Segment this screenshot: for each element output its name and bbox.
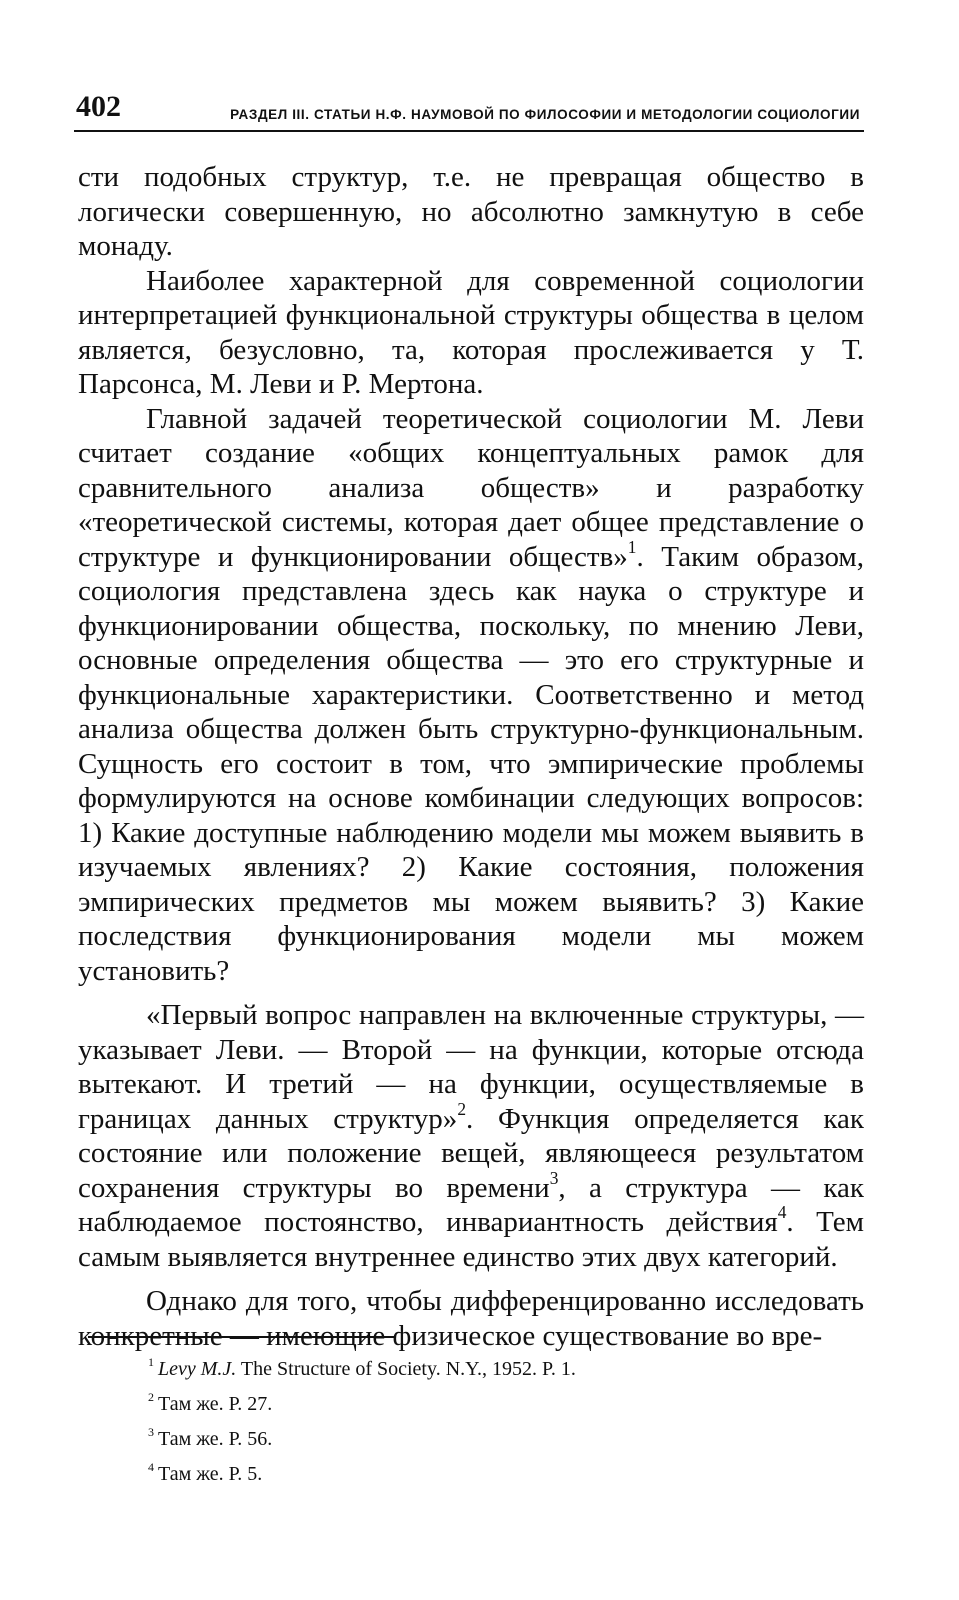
footnote-ref-2: 2	[457, 1098, 467, 1119]
footnotes	[148, 1352, 848, 1492]
footnote-ref-3: 3	[549, 1167, 559, 1188]
footnote-2: $^2$ Там же. Р. 27.	[148, 1390, 273, 1415]
paragraph-5: Однако для того, чтобы дифференцированно исследовать конкретные — имеющие физическое существование во вре-	[78, 1285, 864, 1352]
footnote-4: $^4$ Там же. Р. 5.	[148, 1460, 263, 1485]
paragraph-2: Наиболее характерной для современной социологии интерпретацией функциональной структуры общества в целом является, безусловно, та, которая прослеживается у Т. Парсонса, М. Леви и Р. Мертона.	[78, 264, 864, 400]
running-title: РАЗДЕЛ III. СТАТЬИ Н.Ф. НАУМОВОЙ ПО ФИЛОСОФИИ И МЕТОДОЛОГИИ СОЦИОЛОГИИ	[230, 107, 860, 122]
footnote-1: $^1$ Levy M.J. The Structure of Society. N.Y., 1952. P. 1.	[148, 1355, 576, 1380]
footnote-divider	[88, 1336, 394, 1338]
main-text	[78, 160, 864, 1353]
page-number: 402	[76, 90, 121, 123]
footnote-ref-1: 1	[627, 536, 637, 557]
footnote-ref-4: 4	[777, 1202, 787, 1223]
paragraph-4: «Первый вопрос направлен на включенные структуры, — указывает Леви. — Второй — на функции, которые отсюда вытекают. И третий — на функции, осуществляемые в границах данных структур»$^2$. Функция определяется как состояние или положение вещей, являющееся результатом сохранения структуры во времени$^3$, а структура — как наблюдаемое постоянство, инвариантность действия$^4$. Тем самым выявляется внутреннее единство этих двух категорий.	[78, 999, 864, 1273]
footnote-3: $^3$ Там же. Р. 56.	[148, 1425, 273, 1450]
footnote-author: Levy M.J.	[158, 1358, 237, 1380]
paragraph-3: Главной задачей теоретической социологии М. Леви считает создание «общих концептуальных рамок для сравнительного анализа обществ» и разработку «теоретической системы, которая дает общее представление о структуре и функционировании обществ»$^1$. Таким образом, социология представлена здесь как наука о структуре и функционировании общества, поскольку, по мнению Леви, основные определения общества — это его структурные и функциональные характеристики. Соответственно и метод анализа общества должен быть структурно-функциональным. Сущность его состоит в том, что эмпирические проблемы формулируются на основе комбинации следующих вопросов: 1) Какие доступные наблюдению модели мы можем выявить в изучаемых явлениях? 2) Какие состояния, положения эмпирических предметов мы можем выявить? 3) Какие последствия функционирования модели мы можем установить?	[78, 402, 864, 987]
page-header	[74, 90, 864, 132]
paragraph-1: сти подобных структур, т.е. не превращая общество в логически совершенную, но абсолютно замкнутую в себе монаду.	[78, 161, 864, 262]
